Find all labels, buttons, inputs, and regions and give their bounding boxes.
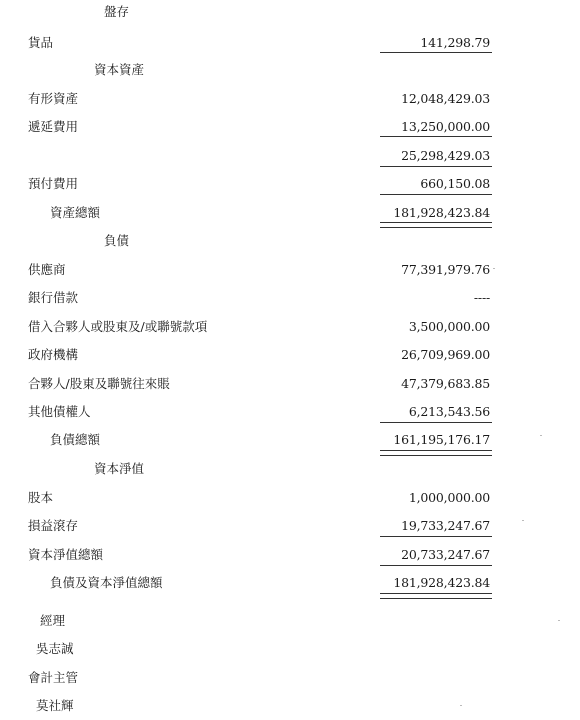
total-liabilities-double-rule bbox=[380, 450, 492, 456]
partner-loans-value: 3,500,000.00 bbox=[408, 319, 490, 334]
goods-label: 貨品 bbox=[28, 35, 54, 50]
total-equity-value: 20,733,247.67 bbox=[401, 547, 490, 562]
bank-loans-value: ---- bbox=[473, 290, 490, 305]
current-accounts-value: 47,379,683.85 bbox=[401, 376, 490, 391]
total-assets-value: 181,928,423.84 bbox=[393, 205, 490, 220]
other-creditors-label: 其他債權人 bbox=[28, 404, 91, 419]
subtotal-underline bbox=[380, 166, 492, 167]
manager-name: 吳志誠 bbox=[36, 641, 74, 656]
partner-loans-label: 借入合夥人或股東及/或聯號款項 bbox=[28, 319, 208, 334]
deferred-expenses-value: 13,250,000.00 bbox=[401, 119, 490, 134]
accountant-name: 莫社輝 bbox=[36, 698, 74, 713]
government-value: 26,709,969.00 bbox=[401, 347, 490, 362]
scan-speck bbox=[493, 268, 495, 269]
scan-speck bbox=[540, 435, 542, 436]
deferred-underline bbox=[380, 136, 492, 137]
other-creditors-underline bbox=[380, 422, 492, 423]
total-assets-double-rule bbox=[380, 222, 492, 228]
prepaid-underline bbox=[380, 194, 492, 195]
current-accounts-label: 合夥人/股東及聯號往來賬 bbox=[28, 376, 170, 391]
bank-loans-label: 銀行借款 bbox=[28, 290, 79, 305]
other-creditors-value: 6,213,543.56 bbox=[408, 404, 490, 419]
total-liabilities-label: 負債總額 bbox=[50, 432, 101, 447]
grand-total-double-rule bbox=[380, 593, 492, 599]
tangible-assets-label: 有形資產 bbox=[28, 91, 79, 106]
suppliers-label: 供應商 bbox=[28, 262, 66, 277]
tangible-assets-value: 12,048,429.03 bbox=[401, 91, 490, 106]
retained-underline bbox=[380, 536, 492, 537]
equity-heading: 資本淨值 bbox=[94, 461, 145, 476]
total-liabilities-value: 161,195,176.17 bbox=[393, 432, 490, 447]
total-equity-label: 資本淨值總額 bbox=[28, 547, 104, 562]
prepaid-expenses-label: 預付費用 bbox=[28, 176, 79, 191]
goods-value: 141,298.79 bbox=[420, 35, 490, 50]
deferred-expenses-label: 遞延費用 bbox=[28, 119, 79, 134]
inventory-heading: 盤存 bbox=[104, 4, 130, 19]
accountant-title: 會計主管 bbox=[28, 670, 79, 685]
grand-total-label: 負債及資本淨值總額 bbox=[50, 575, 163, 590]
capital-assets-heading: 資本資產 bbox=[94, 62, 145, 77]
retained-earnings-value: 19,733,247.67 bbox=[401, 518, 490, 533]
share-capital-value: 1,000,000.00 bbox=[408, 490, 490, 505]
scan-speck bbox=[460, 705, 462, 706]
prepaid-expenses-value: 660,150.08 bbox=[420, 176, 490, 191]
goods-underline bbox=[380, 52, 492, 53]
liabilities-heading: 負債 bbox=[104, 233, 130, 248]
retained-earnings-label: 損益滾存 bbox=[28, 518, 79, 533]
suppliers-value: 77,391,979.76 bbox=[401, 262, 490, 277]
share-capital-label: 股本 bbox=[28, 490, 54, 505]
capital-assets-subtotal: 25,298,429.03 bbox=[401, 148, 490, 163]
government-label: 政府機構 bbox=[28, 347, 79, 362]
grand-total-value: 181,928,423.84 bbox=[393, 575, 490, 590]
scan-speck bbox=[558, 620, 560, 621]
total-equity-underline bbox=[380, 565, 492, 566]
scan-speck bbox=[522, 520, 524, 521]
manager-title: 經理 bbox=[40, 613, 66, 628]
total-assets-label: 資產總額 bbox=[50, 205, 101, 220]
